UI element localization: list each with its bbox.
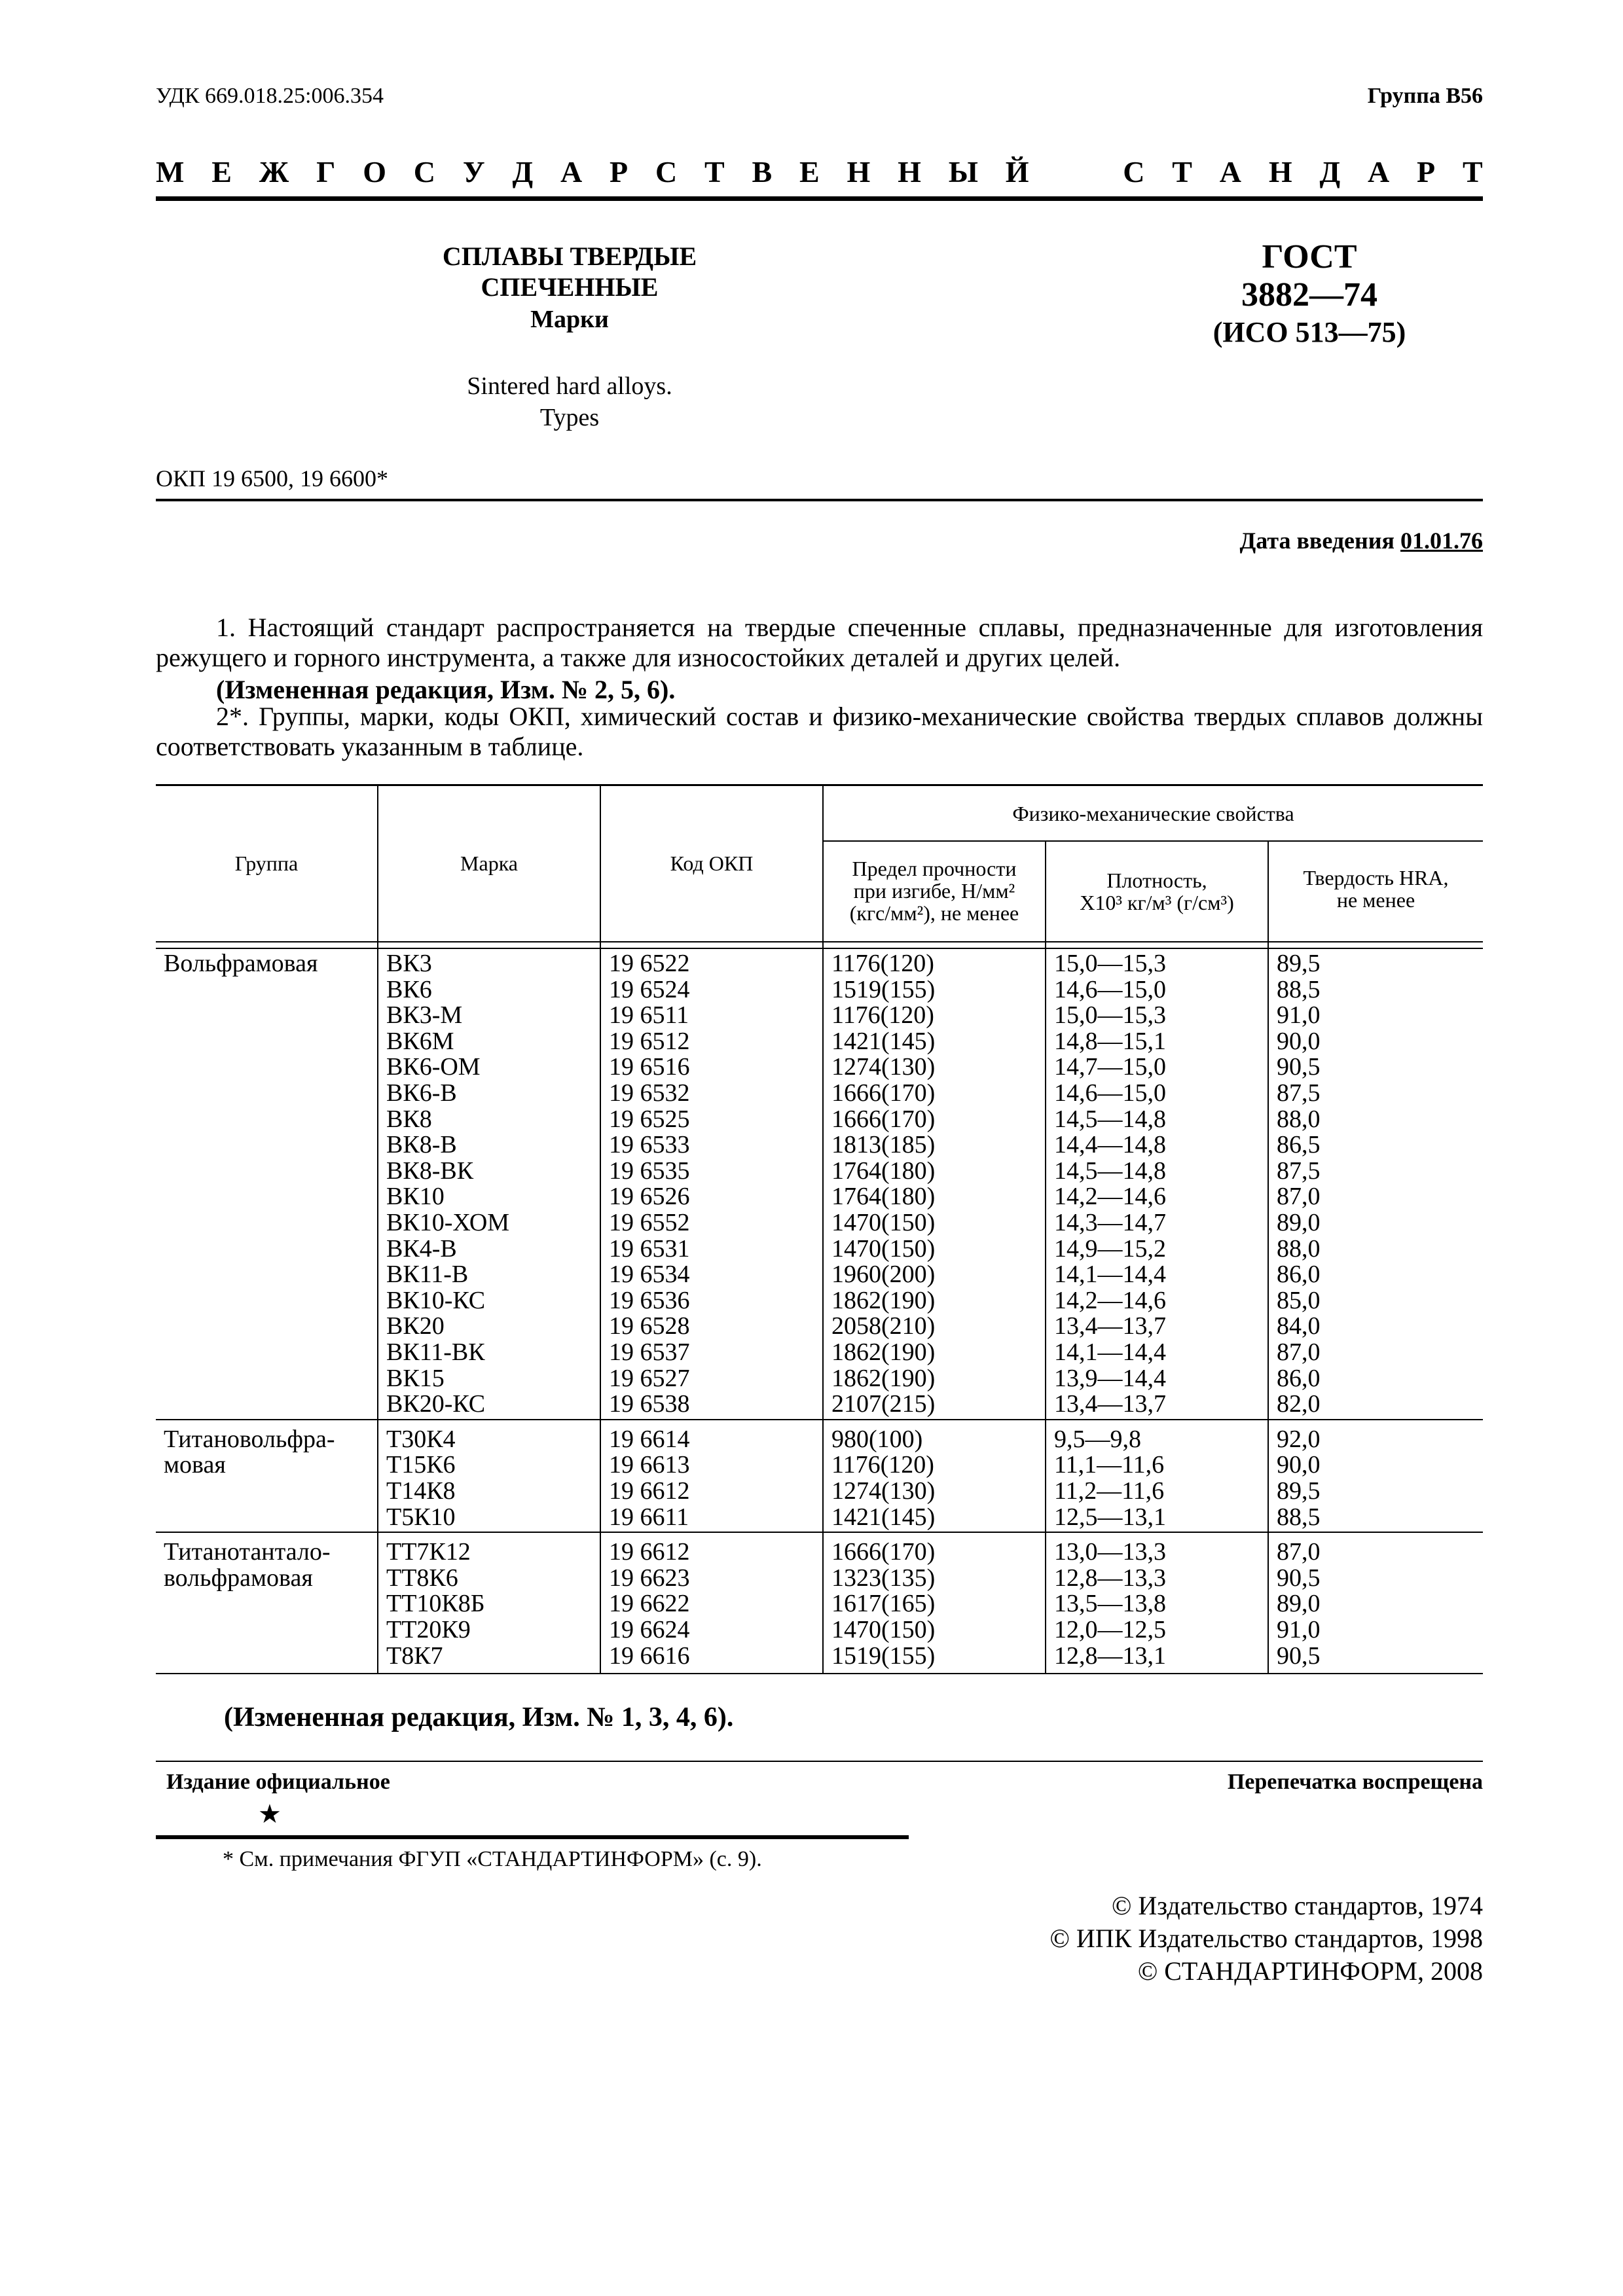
paragraph-1: 1. Настоящий стандарт распространяется на твердые спеченные сплавы, предназначенные для изготовления режущего и горного инструмента, а также для износостойких деталей и других целей. [156, 613, 1483, 672]
okp-cell: 19 6527 [609, 1364, 690, 1392]
grade-cell: Т8К7 [386, 1641, 443, 1670]
density-cell: 13,5—13,8 [1054, 1590, 1166, 1618]
okp-cell: 19 6538 [609, 1390, 690, 1418]
okp-cell: 19 6537 [609, 1338, 690, 1366]
hardness-cell: 89,5 [1277, 950, 1321, 977]
banner-gap [1056, 154, 1095, 189]
hardness-cell: 84,0 [1277, 1312, 1321, 1340]
hardness-cell: 87,5 [1277, 1079, 1321, 1107]
okp-cell: 19 6516 [609, 1053, 690, 1081]
hardness-cell: 86,0 [1277, 1261, 1321, 1289]
hardness-cell: 90,0 [1277, 1451, 1321, 1479]
strength-cell: 1470(150) [831, 1209, 936, 1236]
grade-cell: ВК6 [386, 975, 432, 1003]
banner-letter: С [655, 155, 678, 188]
okp-cell: 19 6612 [609, 1538, 690, 1566]
grade-cell: ТТ20К9 [386, 1616, 471, 1643]
banner-letter: О [363, 155, 386, 188]
table-bottom-rule [156, 1673, 1483, 1674]
density-cell: 14,7—15,0 [1054, 1053, 1166, 1081]
okp-cell: 19 6622 [609, 1590, 690, 1618]
table-amendment: (Измененная редакция, Изм. № 1, 3, 4, 6). [224, 1702, 734, 1732]
banner-letter: А [1367, 155, 1390, 188]
density-cell: 12,5—13,1 [1054, 1503, 1166, 1531]
header-group: Группа [234, 852, 299, 875]
grade-cell: ВК6М [386, 1027, 454, 1055]
star-icon: ★ [258, 1799, 282, 1829]
footer-rule [156, 1761, 1483, 1762]
hardness-cell: 91,0 [1277, 1001, 1321, 1030]
okp-cell: 19 6611 [609, 1503, 689, 1531]
density-cell: 13,9—14,4 [1054, 1364, 1166, 1392]
banner-letter: Ы [948, 155, 978, 188]
footnote: * См. примечания ФГУП «СТАНДАРТИНФОРМ» (с. 9). [223, 1847, 762, 1871]
density-cell: 15,0—15,3 [1054, 950, 1166, 977]
banner-letter: М [156, 155, 185, 188]
okp-cell: 19 6511 [609, 1001, 689, 1030]
banner-letter: Т [704, 155, 725, 188]
header-strength-line: (кгс/мм²), не менее [849, 901, 1019, 925]
reprint-notice: Перепечатка воспрещена [1227, 1770, 1483, 1794]
header-density-line: Плотность, [1106, 869, 1207, 892]
hardness-cell: 87,0 [1277, 1538, 1321, 1566]
english-title-line-2: Types [539, 404, 600, 431]
section-rule [156, 1532, 1483, 1533]
banner-letter: С [1123, 155, 1145, 188]
banner-letter: У [462, 155, 485, 188]
iso-code: (ИСО 513—75) [1213, 316, 1406, 348]
okp-cell: 19 6531 [609, 1234, 690, 1263]
grade-cell: ВК11-В [386, 1261, 469, 1289]
paragraph-2: 2*. Группы, марки, коды ОКП, химический состав и физико-механические свойства твердых сплавов должны соответствовать указанным в таблице. [156, 702, 1483, 761]
table-header-rule [156, 941, 1483, 949]
strength-cell: 1764(180) [831, 1183, 936, 1211]
strength-cell: 2107(215) [831, 1390, 936, 1418]
grade-cell: ВК20 [386, 1312, 445, 1340]
density-cell: 12,8—13,1 [1054, 1641, 1166, 1670]
okp-cell: 19 6623 [609, 1564, 690, 1592]
hardness-cell: 87,5 [1277, 1157, 1321, 1185]
hardness-cell: 90,0 [1277, 1027, 1321, 1055]
document-title: СПЛАВЫ ТВЕРДЫЕ СПЕЧЕННЫЕ [442, 242, 697, 302]
hardness-cell: 88,0 [1277, 1234, 1321, 1263]
strength-cell: 1617(165) [831, 1590, 936, 1618]
document-subtitle: Марки [530, 306, 609, 333]
hardness-cell: 91,0 [1277, 1616, 1321, 1643]
banner-letter: С [413, 155, 436, 188]
density-cell: 14,1—14,4 [1054, 1338, 1166, 1366]
density-cell: 12,0—12,5 [1054, 1616, 1166, 1643]
grade-cell: ВК20-КС [386, 1390, 486, 1418]
copyright-line: © ИПК Издательство стандартов, 1998 [1049, 1924, 1483, 1953]
footnote-rule [156, 1835, 909, 1839]
strength-cell: 1862(190) [831, 1286, 936, 1314]
density-cell: 14,3—14,7 [1054, 1209, 1166, 1236]
strength-cell: 1421(145) [831, 1027, 936, 1055]
grade-cell: ВК11-ВК [386, 1338, 485, 1366]
grade-cell: ВК4-В [386, 1234, 457, 1263]
density-cell: 11,2—11,6 [1054, 1477, 1165, 1505]
hardness-cell: 90,5 [1277, 1641, 1321, 1670]
hardness-cell: 86,5 [1277, 1131, 1321, 1159]
header-density [1046, 869, 1267, 914]
banner-letter: Й [1005, 155, 1029, 188]
group-code: Группа В56 [1367, 84, 1483, 108]
official-edition: Издание официальное [166, 1770, 390, 1794]
banner-letter: Г [316, 155, 336, 188]
date-value: 01.01.76 [1400, 528, 1483, 554]
hardness-cell: 92,0 [1277, 1425, 1321, 1453]
banner-letter: Е [211, 155, 232, 188]
header-strength [824, 857, 1045, 924]
banner-letter: Н [847, 155, 871, 188]
strength-cell: 1666(170) [831, 1538, 936, 1566]
header-hardness-line: Твердость HRA, [1303, 866, 1449, 889]
okp-cell: 19 6525 [609, 1105, 690, 1133]
hardness-cell: 89,0 [1277, 1209, 1321, 1236]
banner-letter: Т [1462, 155, 1483, 188]
banner-letter: Р [1417, 155, 1436, 188]
hardness-cell: 85,0 [1277, 1286, 1321, 1314]
okp-codes: ОКП 19 6500, 19 6600* [156, 465, 389, 492]
okp-cell: 19 6533 [609, 1131, 690, 1159]
density-cell: 13,4—13,7 [1054, 1390, 1166, 1418]
density-cell: 14,8—15,1 [1054, 1027, 1166, 1055]
okp-rule [156, 499, 1483, 501]
effective-date [1240, 527, 1484, 554]
density-cell: 11,1—11,6 [1054, 1451, 1165, 1479]
banner-letter: Д [1319, 155, 1341, 188]
okp-cell: 19 6526 [609, 1183, 690, 1211]
strength-cell: 1666(170) [831, 1105, 936, 1133]
english-title-line-1: Sintered hard alloys. [467, 372, 672, 400]
hardness-cell: 89,0 [1277, 1590, 1321, 1618]
strength-cell: 1519(155) [831, 975, 936, 1003]
strength-cell: 1862(190) [831, 1364, 936, 1392]
density-cell: 14,5—14,8 [1054, 1157, 1166, 1185]
table-body [156, 950, 1483, 1673]
standard-banner [156, 154, 1483, 189]
strength-cell: 1421(145) [831, 1503, 936, 1531]
hardness-cell: 90,5 [1277, 1564, 1321, 1592]
paragraph-1-amendment: (Измененная редакция, Изм. № 2, 5, 6). [216, 675, 676, 704]
header-hardness-line: не менее [1336, 888, 1415, 912]
density-cell: 14,6—15,0 [1054, 975, 1166, 1003]
gost-label: ГОСТ [1262, 238, 1357, 276]
banner-letter: А [560, 155, 583, 188]
grade-cell: ТТ8К6 [386, 1564, 458, 1592]
okp-cell: 19 6528 [609, 1312, 690, 1340]
strength-cell: 2058(210) [831, 1312, 936, 1340]
grade-cell: ТТ10К8Б [386, 1590, 485, 1618]
strength-cell: 1470(150) [831, 1616, 936, 1643]
hardness-cell: 87,0 [1277, 1338, 1321, 1366]
strength-cell: 1519(155) [831, 1641, 936, 1670]
banner-letter: Н [898, 155, 921, 188]
group-name: Вольфрамовая [164, 950, 318, 977]
okp-cell: 19 6534 [609, 1261, 690, 1289]
grade-cell: ВК15 [386, 1364, 445, 1392]
grade-cell: Т5К10 [386, 1503, 456, 1531]
banner-letter: Е [799, 155, 820, 188]
grade-cell: ВК10-КС [386, 1286, 486, 1314]
okp-cell: 19 6522 [609, 950, 690, 977]
strength-cell: 1666(170) [831, 1079, 936, 1107]
gost-number [1178, 238, 1440, 351]
strength-cell: 1862(190) [831, 1338, 936, 1366]
hardness-cell: 89,5 [1277, 1477, 1321, 1505]
hardness-cell: 82,0 [1277, 1390, 1321, 1418]
header-rule [156, 196, 1483, 201]
hardness-cell: 88,5 [1277, 975, 1321, 1003]
okp-cell: 19 6536 [609, 1286, 690, 1314]
grade-cell: Т14К8 [386, 1477, 456, 1505]
strength-cell: 1960(200) [831, 1261, 936, 1289]
grade-cell: ВК8-В [386, 1131, 457, 1159]
density-cell: 13,4—13,7 [1054, 1312, 1166, 1340]
okp-cell: 19 6616 [609, 1641, 690, 1670]
hardness-cell: 90,5 [1277, 1053, 1321, 1081]
header-properties: Физико-механические свойства [1012, 802, 1294, 825]
banner-letter: Р [610, 155, 629, 188]
grade-cell: ВК3 [386, 950, 432, 977]
strength-cell: 1274(130) [831, 1053, 936, 1081]
density-cell: 13,0—13,3 [1054, 1538, 1166, 1566]
banner-letter: Ж [259, 155, 289, 188]
grade-cell: ВК3-М [386, 1001, 463, 1030]
strength-cell: 1813(185) [831, 1131, 936, 1159]
okp-cell: 19 6613 [609, 1451, 690, 1479]
group-name: мовая [164, 1451, 226, 1479]
density-cell: 12,8—13,3 [1054, 1564, 1166, 1592]
banner-letter: А [1219, 155, 1242, 188]
strength-cell: 980(100) [831, 1425, 923, 1453]
okp-cell: 19 6552 [609, 1209, 690, 1236]
hardness-cell: 87,0 [1277, 1183, 1321, 1211]
hardness-cell: 86,0 [1277, 1364, 1321, 1392]
header-hardness [1269, 867, 1483, 911]
grade-cell: Т15К6 [386, 1451, 456, 1479]
strength-cell: 1176(120) [831, 950, 934, 977]
copyright-line: © Издательство стандартов, 1974 [1111, 1891, 1483, 1920]
english-title [432, 370, 707, 433]
strength-cell: 1764(180) [831, 1157, 936, 1185]
strength-cell: 1323(135) [831, 1564, 936, 1592]
density-cell: 14,9—15,2 [1054, 1234, 1166, 1263]
density-cell: 9,5—9,8 [1054, 1425, 1141, 1453]
date-label: Дата введения [1239, 528, 1395, 554]
strength-cell: 1176(120) [831, 1451, 934, 1479]
header-grade: Марка [460, 852, 518, 875]
gost-code: 3882—74 [1241, 276, 1377, 314]
table-top-rule [156, 784, 1483, 786]
grade-cell: ВК10-ХОМ [386, 1209, 510, 1236]
banner-letter: Н [1268, 155, 1292, 188]
alloy-table [156, 784, 1483, 1674]
okp-cell: 19 6512 [609, 1027, 690, 1055]
section-rule [156, 1419, 1483, 1420]
header-strength-line: при изгибе, Н/мм² [853, 879, 1015, 903]
udk-code: УДК 669.018.25:006.354 [156, 84, 384, 108]
banner-letter: В [752, 155, 773, 188]
props-header-rule [822, 840, 1483, 842]
hardness-cell: 88,5 [1277, 1503, 1321, 1531]
group-name: Титанотантало- [164, 1538, 331, 1566]
density-cell: 14,2—14,6 [1054, 1183, 1166, 1211]
grade-cell: ВК10 [386, 1183, 445, 1211]
okp-cell: 19 6524 [609, 975, 690, 1003]
header-strength-line: Предел прочности [852, 857, 1017, 880]
strength-cell: 1274(130) [831, 1477, 936, 1505]
strength-cell: 1176(120) [831, 1001, 934, 1030]
density-cell: 14,6—15,0 [1054, 1079, 1166, 1107]
density-cell: 14,2—14,6 [1054, 1286, 1166, 1314]
okp-cell: 19 6535 [609, 1157, 690, 1185]
hardness-cell: 88,0 [1277, 1105, 1321, 1133]
density-cell: 15,0—15,3 [1054, 1001, 1166, 1030]
okp-cell: 19 6624 [609, 1616, 690, 1643]
strength-cell: 1470(150) [831, 1234, 936, 1263]
grade-cell: ВК6-В [386, 1079, 457, 1107]
banner-letter: Д [512, 155, 534, 188]
header-okp: Код ОКП [670, 852, 754, 875]
density-cell: 14,4—14,8 [1054, 1131, 1166, 1159]
okp-cell: 19 6612 [609, 1477, 690, 1505]
group-name: Титановольфра- [164, 1425, 335, 1453]
grade-cell: ТТ7К12 [386, 1538, 471, 1566]
grade-cell: Т30К4 [386, 1425, 456, 1453]
banner-letter: Т [1172, 155, 1192, 188]
group-name: вольфрамовая [164, 1564, 313, 1592]
header-density-line: Х10³ кг/м³ (г/см³) [1080, 891, 1234, 914]
grade-cell: ВК8-ВК [386, 1157, 474, 1185]
grade-cell: ВК8 [386, 1105, 432, 1133]
density-cell: 14,1—14,4 [1054, 1261, 1166, 1289]
density-cell: 14,5—14,8 [1054, 1105, 1166, 1133]
copyright-line: © СТАНДАРТИНФОРМ, 2008 [1137, 1956, 1483, 1986]
grade-cell: ВК6-ОМ [386, 1053, 481, 1081]
okp-cell: 19 6532 [609, 1079, 690, 1107]
okp-cell: 19 6614 [609, 1425, 690, 1453]
